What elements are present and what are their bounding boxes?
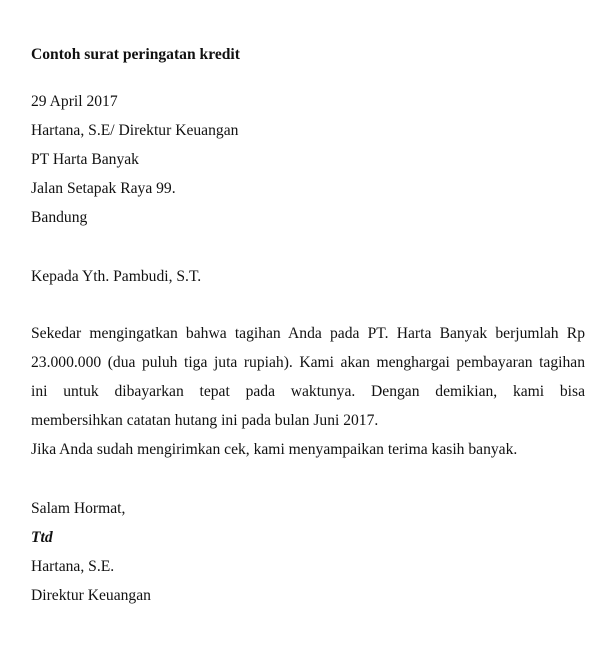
letter-body (31, 319, 585, 464)
signer-position: Direktur Keuangan (31, 587, 151, 604)
body-line: Sekedar mengingatkan bahwa tagihan Anda pada PT. Harta Banyak berjumlah Rp (31, 325, 585, 342)
body-second-paragraph: Jika Anda sudah mengirimkan cek, kami menyampaikan terima kasih banyak. (31, 441, 518, 458)
sender-block (31, 87, 585, 232)
sender-city: Bandung (31, 209, 88, 226)
sender-company: PT Harta Banyak (31, 151, 139, 168)
document-title: Contoh surat peringatan kredit (31, 46, 240, 63)
body-line: ini untuk dibayarkan tepat pada waktunya. Dengan demikian, kami bisa (31, 383, 585, 400)
recipient-block (31, 262, 585, 291)
body-line: 23.000.000 (dua puluh tiga juta rupiah). Kami akan menghargai pembayaran tagihan (31, 354, 585, 371)
recipient-line: Kepada Yth. Pambudi, S.T. (31, 268, 202, 285)
letter-date: 29 April 2017 (31, 93, 118, 110)
closing-block (31, 494, 585, 610)
sender-name-title: Hartana, S.E/ Direktur Keuangan (31, 122, 239, 139)
body-line-last: membersihkan catatan hutang ini pada bulan Juni 2017. (31, 412, 379, 429)
signature-mark: Ttd (31, 529, 53, 546)
closing-salutation: Salam Hormat, (31, 500, 126, 517)
sender-street: Jalan Setapak Raya 99. (31, 180, 176, 197)
signer-name: Hartana, S.E. (31, 558, 115, 575)
